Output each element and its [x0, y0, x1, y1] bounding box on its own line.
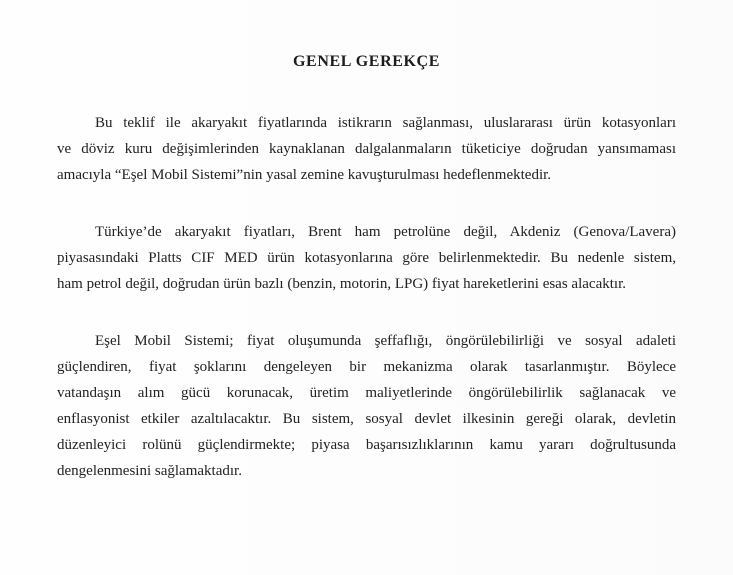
paragraph-line: ve döviz kuru değişimlerinden kaynaklanan dalgalanmaların tüketiciye doğrudan yansımaması — [57, 141, 676, 157]
paragraph-line: enflasyonist etkiler azaltılacaktır. Bu sistem, sosyal devlet ilkesinin gereği olarak, devletin — [57, 411, 676, 427]
paragraph-line: Bu teklif ile akaryakıt fiyatlarında istikrarın sağlanması, uluslararası ürün kotasyonları — [95, 115, 676, 131]
paragraph-line: düzenleyici rolünü güçlendirmekte; piyasa başarısızlıklarının kamu yararı doğrultusunda — [57, 437, 676, 453]
paragraph-line: dengelenmesini sağlamaktadır. — [57, 463, 242, 479]
paragraph-line: piyasasındaki Platts CIF MED ürün kotasyonlarına göre belirlenmektedir. Bu nedenle sistem, — [57, 250, 676, 266]
paragraph-line: Eşel Mobil Sistemi; fiyat oluşumunda şeffaflığı, öngörülebilirliği ve sosyal adaleti — [95, 333, 676, 349]
paragraph — [57, 219, 676, 297]
document-title: GENEL GEREKÇE — [293, 53, 440, 70]
paragraph — [57, 110, 676, 188]
paragraph-line: vatandaşın alım gücü korunacak, üretim maliyetlerinde öngörülebilirlik sağlanacak ve — [57, 385, 676, 401]
paragraph-line: güçlendiren, fiyat şoklarını dengeleyen bir mekanizma olarak tasarlanmıştır. Böylece — [57, 359, 676, 375]
paragraph-line: Türkiye’de akaryakıt fiyatları, Brent ham petrolüne değil, Akdeniz (Genova/Lavera) — [95, 224, 676, 240]
paragraph-line: amacıyla “Eşel Mobil Sistemi”nin yasal zemine kavuşturulması hedeflenmektedir. — [57, 167, 552, 183]
paragraph — [57, 328, 676, 484]
document-body — [57, 110, 676, 484]
paragraph-line: ham petrol değil, doğrudan ürün bazlı (benzin, motorin, LPG) fiyat hareketlerini esas alacaktır. — [57, 276, 626, 292]
